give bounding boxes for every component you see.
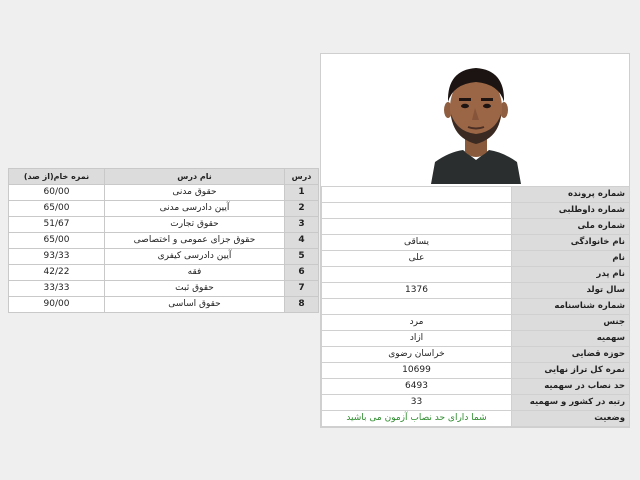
table-row — [9, 217, 319, 233]
table-row — [9, 185, 319, 201]
grades-header-index: درس — [285, 169, 319, 185]
course-name: فقه — [105, 265, 285, 281]
grade-score: 60/00 — [9, 185, 105, 201]
gender-label: جنس — [512, 315, 630, 331]
info-row — [322, 299, 630, 315]
info-row — [322, 411, 630, 427]
status-label: وضعیت — [512, 411, 630, 427]
info-row — [322, 395, 630, 411]
candidate-number-label: شماره داوطلبی — [512, 203, 630, 219]
grades-header-row — [9, 169, 319, 185]
first-name-label: نام — [512, 251, 630, 267]
info-row — [322, 315, 630, 331]
grade-score: 33/33 — [9, 281, 105, 297]
last-name-value: یساقی — [322, 235, 512, 251]
grades-table — [8, 168, 319, 313]
info-row — [322, 203, 630, 219]
course-name: حقوق اساسی — [105, 297, 285, 313]
course-index: 3 — [285, 217, 319, 233]
quota-threshold-label: حد نصاب در سهمیه — [512, 379, 630, 395]
info-row — [322, 251, 630, 267]
course-name: حقوق جزای عمومی و اختصاصی — [105, 233, 285, 249]
info-row — [322, 235, 630, 251]
grades-header-name: نام درس — [105, 169, 285, 185]
course-name: حقوق ثبت — [105, 281, 285, 297]
grade-score: 65/00 — [9, 233, 105, 249]
info-row — [322, 347, 630, 363]
course-name: حقوق تجارت — [105, 217, 285, 233]
photo-area — [321, 54, 629, 186]
judicial-district-label: حوزه قضایی — [512, 347, 630, 363]
table-row — [9, 233, 319, 249]
judicial-district-value: خراسان رضوی — [322, 347, 512, 363]
id-card-number-value — [322, 299, 512, 315]
candidate-photo — [429, 58, 523, 184]
rank-value: 33 — [322, 395, 512, 411]
last-name-label: نام خانوادگی — [512, 235, 630, 251]
table-row — [9, 249, 319, 265]
info-row — [322, 283, 630, 299]
table-row — [9, 265, 319, 281]
info-row — [322, 267, 630, 283]
status-message: شما دارای حد نصاب آزمون می باشید — [322, 411, 512, 427]
course-name: حقوق مدنی — [105, 185, 285, 201]
info-row — [322, 379, 630, 395]
rank-label: رتبه در کشور و سهمیه — [512, 395, 630, 411]
total-score-label: نمره کل تراز نهایی — [512, 363, 630, 379]
table-row — [9, 201, 319, 217]
course-name: آیین دادرسی مدنی — [105, 201, 285, 217]
national-id-value — [322, 219, 512, 235]
info-row — [322, 187, 630, 203]
grade-score: 90/00 — [9, 297, 105, 313]
course-index: 7 — [285, 281, 319, 297]
father-name-label: نام پدر — [512, 267, 630, 283]
course-index: 6 — [285, 265, 319, 281]
grades-header-score: نمره خام(از صد) — [9, 169, 105, 185]
course-index: 8 — [285, 297, 319, 313]
gender-value: مرد — [322, 315, 512, 331]
grade-score: 42/22 — [9, 265, 105, 281]
table-row — [9, 297, 319, 313]
info-row — [322, 219, 630, 235]
course-index: 2 — [285, 201, 319, 217]
course-name: آیین دادرسی کیفری — [105, 249, 285, 265]
info-row — [322, 331, 630, 347]
father-name-value — [322, 267, 512, 283]
candidate-profile-card — [320, 53, 630, 428]
course-index: 5 — [285, 249, 319, 265]
id-card-number-label: شماره شناسنامه — [512, 299, 630, 315]
birth-year-value: 1376 — [322, 283, 512, 299]
course-index: 4 — [285, 233, 319, 249]
file-number-value — [322, 187, 512, 203]
birth-year-label: سال تولد — [512, 283, 630, 299]
candidate-info-table — [321, 186, 630, 427]
quota-threshold-value: 6493 — [322, 379, 512, 395]
national-id-label: شماره ملی — [512, 219, 630, 235]
grade-score: 93/33 — [9, 249, 105, 265]
quota-value: ازاد — [322, 331, 512, 347]
candidate-number-value — [322, 203, 512, 219]
grade-score: 51/67 — [9, 217, 105, 233]
total-score-value: 10699 — [322, 363, 512, 379]
first-name-value: علی — [322, 251, 512, 267]
course-index: 1 — [285, 185, 319, 201]
table-row — [9, 281, 319, 297]
file-number-label: شماره پرونده — [512, 187, 630, 203]
grade-score: 65/00 — [9, 201, 105, 217]
quota-label: سهمیه — [512, 331, 630, 347]
info-row — [322, 363, 630, 379]
